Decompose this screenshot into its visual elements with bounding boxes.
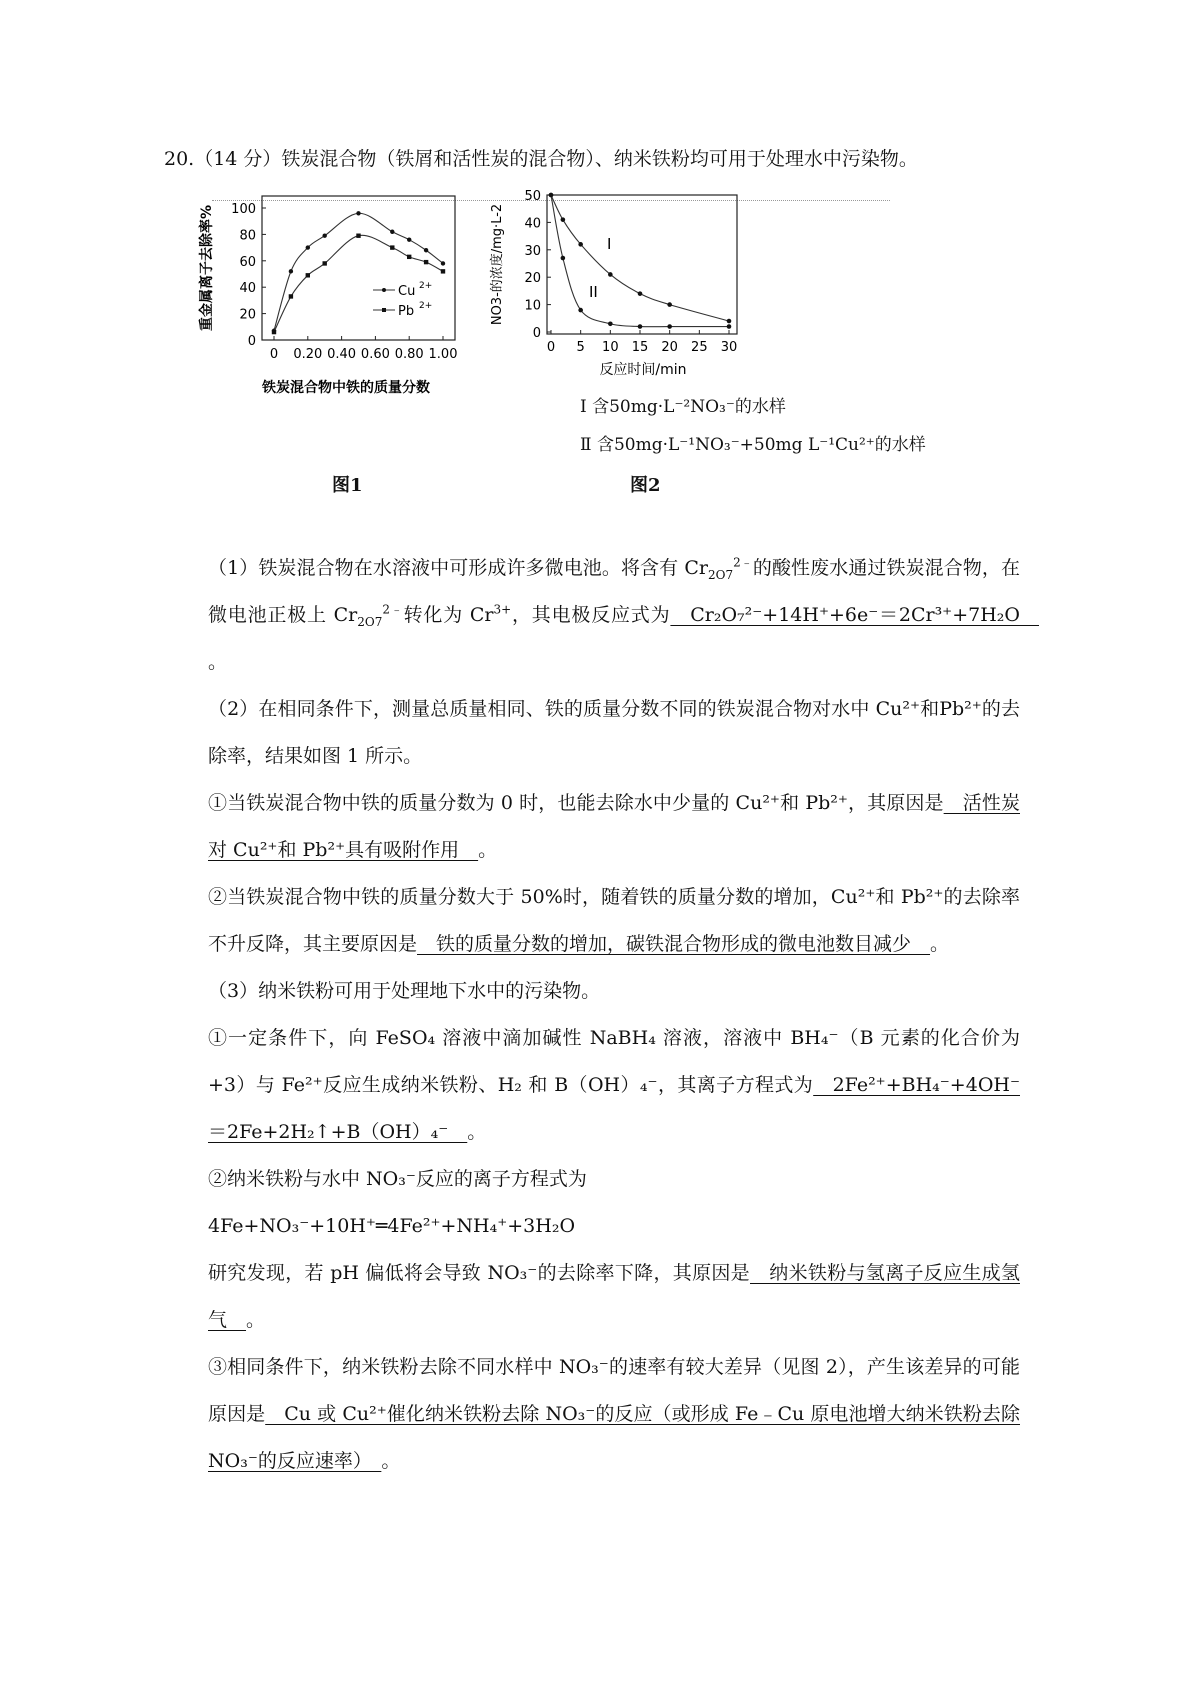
part-3-q2b: 研究发现，若 pH 偏低将会导致 NO₃⁻的去除率下降，其原因是 纳米铁粉与氢离子反应生成氢气 。 — [208, 1262, 1020, 1331]
x-tick-label: 20 — [661, 340, 678, 355]
y-tick-label: 10 — [524, 298, 541, 314]
y-tick-label: 60 — [239, 254, 256, 270]
part-3-q2: ②纳米铁粉与水中 NO₃⁻反应的离子方程式为 — [208, 1168, 587, 1190]
legend-marker-Cu2+ — [382, 288, 386, 292]
y-axis-label: 重金属离子去除率% — [199, 204, 215, 332]
figure-2-legend-line-1: Ⅰ 含50mg·L⁻²NO₃⁻的水样 — [580, 397, 786, 417]
y-tick-label: 100 — [231, 202, 256, 217]
y-tick-label: 40 — [239, 281, 256, 297]
y-tick-label: 30 — [524, 243, 541, 259]
y-tick-label: 0 — [532, 326, 541, 341]
data-point-Cu2+ — [424, 248, 428, 252]
question-body — [208, 545, 1039, 1485]
data-point-II — [578, 308, 583, 313]
x-tick-label: 0.40 — [327, 347, 357, 362]
answer-2-1: 活性炭对 Cu²⁺和 Pb²⁺具有吸附作用 — [208, 792, 1020, 861]
data-point-Cu2+ — [356, 211, 360, 215]
figure-2-legend-line-2: Ⅱ 含50mg·L⁻¹NO₃⁻+50mg L⁻¹Cu²⁺的水样 — [580, 435, 926, 455]
series-label-I: I — [607, 235, 612, 253]
part-1: （1）铁炭混合物在水溶液中可形成许多微电池。将含有 $Cr_{2O7}^{2﹣}$的酸性废水通过铁炭混合物，在微电池正极上 $Cr_{2O7}^{2﹣}$转化为 $Cr^{3+}$，其电极反应式为 Cr₂O₇²⁻+14H⁺+6e⁻＝2Cr³⁺+7H₂O 。 — [208, 555, 1039, 673]
x-tick-label: 15 — [631, 340, 649, 355]
figure-1-caption: 图1 — [332, 475, 363, 496]
x-tick-label: 0.80 — [394, 347, 424, 362]
data-point-I — [578, 242, 583, 247]
series-label-II: II — [589, 283, 598, 301]
data-point-Pb2+ — [356, 234, 360, 238]
data-point-Pb2+ — [441, 269, 445, 273]
data-point-Pb2+ — [289, 294, 293, 298]
x-tick-label: 30 — [720, 340, 738, 355]
series-line-Pb2+ — [274, 235, 443, 332]
part-3-q3: ③相同条件下，纳米铁粉去除不同水样中 NO₃⁻的速率有较大差异（见图 2），产生该差异的可能原因是 Cu 或 Cu²⁺催化纳米铁粉去除 NO₃⁻的反应（或形成 Fe﹣Cu 原电池增大纳米铁粉去除 NO₃⁻的反应速率） 。 — [208, 1356, 1020, 1472]
series-line-I — [551, 195, 729, 321]
part-2-q1: ①当铁炭混合物中铁的质量分数为 0 时，也能去除水中少量的 Cu²⁺和 Pb²⁺，其原因是 活性炭对 Cu²⁺和 Pb²⁺具有吸附作用 。 — [208, 792, 1020, 861]
part-3-q1: ①一定条件下，向 FeSO₄ 溶液中滴加碱性 NaBH₄ 溶液，溶液中 BH₄⁻（B 元素的化合价为+3）与 Fe²⁺反应生成纳米铁粉、H₂ 和 B（OH）₄⁻，其离子方程式为 2Fe²⁺+BH₄⁻+4OH⁻＝2Fe+2H₂↑+B（OH）₄⁻ 。 — [208, 1027, 1020, 1143]
figure-2-caption: 图2 — [630, 475, 661, 496]
y-tick-label: 40 — [524, 216, 541, 232]
legend-marker-Pb2+ — [382, 308, 386, 312]
y-axis-label: NO3-的浓度/mg·L-2 — [490, 203, 505, 326]
data-point-II — [727, 324, 732, 329]
x-tick-label: 0.20 — [293, 347, 323, 362]
data-point-II — [608, 321, 613, 326]
series-line-Cu2+ — [274, 213, 443, 331]
legend-label-Pb2+: Pb — [398, 304, 415, 319]
data-point-Pb2+ — [323, 261, 327, 265]
legend-sup-Pb2+: 2+ — [419, 301, 433, 311]
x-axis-label: 铁炭混合物中铁的质量分数 — [262, 380, 430, 396]
data-point-II — [549, 193, 554, 198]
data-point-I — [727, 319, 732, 324]
plot-frame — [547, 195, 737, 334]
data-point-Cu2+ — [390, 230, 394, 234]
y-tick-label: 20 — [239, 307, 256, 323]
data-point-Cu2+ — [441, 261, 445, 265]
data-point-Pb2+ — [272, 330, 276, 334]
y-tick-label: 80 — [239, 228, 256, 244]
data-point-Cu2+ — [407, 237, 411, 241]
answer-1: Cr₂O₇²⁻+14H⁺+6e⁻＝2Cr³⁺+7H₂O — [670, 604, 1039, 626]
series-line-II — [551, 195, 729, 327]
x-axis-label: 反应时间/min — [599, 362, 687, 378]
x-tick-label: 5 — [576, 340, 585, 355]
data-point-Pb2+ — [390, 245, 394, 249]
data-point-Cu2+ — [306, 245, 310, 249]
x-tick-label: 0 — [269, 347, 279, 362]
x-tick-label: 25 — [691, 340, 708, 355]
part-3-intro: （3）纳米铁粉可用于处理地下水中的污染物。 — [208, 980, 601, 1002]
data-point-II — [561, 256, 566, 261]
question-title: 20.（14 分）铁炭混合物（铁屑和活性炭的混合物）、纳米铁粉均可用于处理水中污染物。 — [164, 148, 918, 170]
x-tick-label: 0 — [546, 340, 556, 355]
answer-2-2: 铁的质量分数的增加，碳铁混合物形成的微电池数目减少 — [417, 933, 931, 955]
answer-3-3: Cu 或 Cu²⁺催化纳米铁粉去除 NO₃⁻的反应（或形成 Fe﹣Cu 原电池增大纳米铁粉去除 NO₃⁻的反应速率） — [208, 1403, 1020, 1472]
legend-label-Cu2+: Cu — [398, 284, 416, 299]
data-point-II — [667, 324, 672, 329]
data-point-I — [561, 217, 566, 222]
y-tick-label: 0 — [247, 334, 256, 349]
answer-3-1: 2Fe²⁺+BH₄⁻+4OH⁻＝2Fe+2H₂↑+B（OH）₄⁻ — [208, 1074, 1020, 1143]
figure-2-chart — [485, 185, 775, 385]
answer-3-2: 纳米铁粉与氢离子反应生成氢气 — [208, 1262, 1020, 1331]
x-tick-label: 0.60 — [360, 347, 390, 362]
figure-1-chart — [195, 185, 485, 410]
x-tick-label: 10 — [602, 340, 619, 355]
data-point-Pb2+ — [306, 273, 310, 277]
data-point-I — [608, 272, 613, 277]
data-point-Pb2+ — [424, 260, 428, 264]
part-2-intro: （2）在相同条件下，测量总质量相同、铁的质量分数不同的铁炭混合物对水中 Cu²⁺和Pb²⁺的去除率，结果如图 1 所示。 — [208, 698, 1020, 767]
plot-frame — [262, 196, 455, 340]
part-2-q2: ②当铁炭混合物中铁的质量分数大于 50%时，随着铁的质量分数的增加，Cu²⁺和 Pb²⁺的去除率不升反降，其主要原因是 铁的质量分数的增加，碳铁混合物形成的微电池数目减少 。 — [208, 886, 1020, 955]
data-point-Cu2+ — [323, 234, 327, 238]
y-tick-label: 20 — [524, 271, 541, 287]
part-3-equation: 4Fe+NO₃⁻+10H⁺═4Fe²⁺+NH₄⁺+3H₂O — [208, 1215, 576, 1237]
data-point-I — [667, 302, 672, 307]
data-point-I — [638, 291, 643, 296]
data-point-Cu2+ — [289, 269, 293, 273]
legend-sup-Cu2+: 2+ — [419, 281, 433, 291]
data-point-Pb2+ — [407, 255, 411, 259]
x-tick-label: 1.00 — [428, 347, 458, 362]
y-tick-label: 50 — [524, 189, 541, 204]
data-point-II — [638, 324, 643, 329]
